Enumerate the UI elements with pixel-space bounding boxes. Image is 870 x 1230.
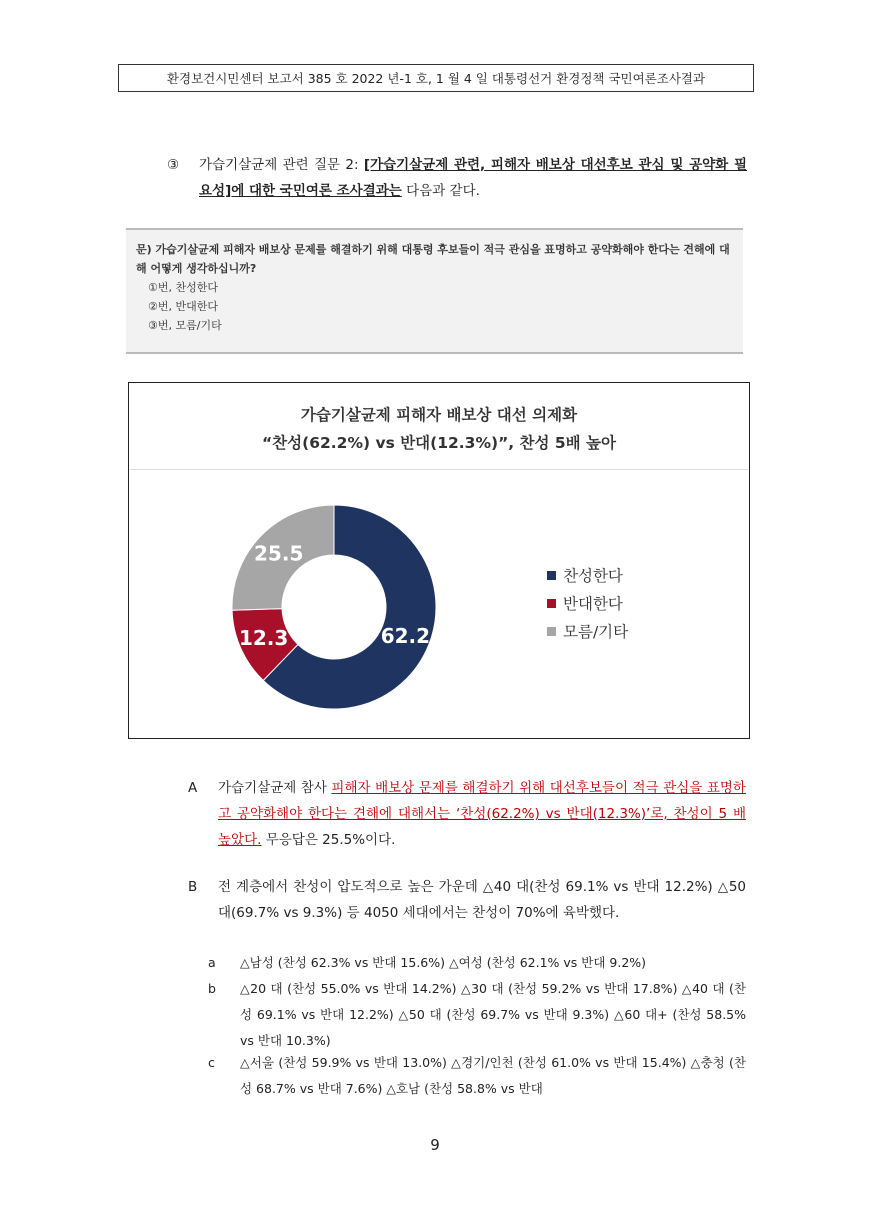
sub-item-age (208, 976, 746, 1054)
question-lead: 가습기살균제 관련 질문 2: (199, 157, 364, 173)
legend-swatch-unknown (547, 627, 556, 636)
page-number: 9 (430, 1136, 440, 1154)
paragraph-a-label: A (188, 780, 198, 796)
sub-item-age-text: △20 대 (찬성 55.0% vs 반대 14.2%) △30 대 (찬성 59.2% vs 반대 17.8%) △40 대 (찬성 69.1% vs 반대 12.2%) △50 대 (찬성 69.7% vs 반대 9.3%) △60 대+ (찬성 58.5% vs 반대 10.3%) (240, 981, 746, 1048)
paragraph-a-post: 무응답은 25.5%이다. (261, 832, 396, 848)
paragraph-a (188, 775, 746, 853)
donut-label-unknown: 25.5 (254, 541, 304, 566)
chart-divider (130, 469, 748, 470)
sub-item-region-label: c (208, 1055, 215, 1070)
paragraph-a-pre: 가습기살균제 참사 (218, 780, 332, 796)
chart-subtitle: “찬성(62.2%) vs 반대(12.3%)”, 찬성 5배 높아 (262, 434, 616, 452)
question-marker: ③ (167, 157, 180, 173)
donut-chart (214, 487, 454, 727)
paragraph-b-text: 전 계층에서 찬성이 압도적으로 높은 가운데 △40 대(찬성 69.1% vs 반대 12.2%) △50 대(69.7% vs 9.3%) 등 4050 세대에서는 찬성이 70%에 육박했다. (218, 879, 746, 921)
legend-item-agree (547, 564, 623, 586)
sub-item-gender-label: a (208, 955, 216, 970)
chart-title: 가습기살균제 피해자 배보상 대선 의제화 (300, 406, 578, 424)
sub-item-region (208, 1050, 746, 1102)
question-bold: [가습기살균제 관련, 피해자 배보상 대선후보 관심 및 공약화 필요성]에 대한 국민여론 조사결과는 (199, 157, 747, 199)
paragraph-a-highlight: 피해자 배보상 문제를 해결하기 위해 대선후보들이 적극 관심을 표명하고 공약화해야 한다는 견해에 대해서는 ‘찬성(62.2%) vs 반대(12.3%)’로, 찬성이 5 배 높았다. (218, 780, 746, 848)
donut-label-agree: 62.2 (380, 623, 431, 648)
survey-question-box (126, 228, 743, 354)
legend-label-disagree: 반대한다 (563, 595, 623, 613)
paragraph-b-label: B (188, 879, 198, 895)
legend-swatch-disagree (547, 599, 556, 608)
survey-question: 문) 가습기살균제 피해자 배보상 문제를 해결하기 위해 대통령 후보들이 적극 관심을 표명하고 공약화해야 한다는 견해에 대해 어떻게 생각하십니까? (136, 243, 730, 275)
report-header (118, 64, 754, 92)
legend-label-unknown: 모름/기타 (563, 623, 629, 641)
sub-item-age-label: b (208, 981, 216, 996)
donut-label-disagree: 12.3 (238, 626, 289, 651)
sub-item-gender (208, 950, 746, 976)
survey-option-2: ②번, 반대한다 (148, 300, 218, 313)
question-intro (167, 152, 747, 204)
chart-frame (128, 382, 750, 739)
legend-item-unknown (547, 620, 628, 642)
question-tail: 다음과 같다. (401, 183, 480, 199)
sub-item-region-text: △서울 (찬성 59.9% vs 반대 13.0%) △경기/인천 (찬성 61.0% vs 반대 15.4%) △충청 (찬성 68.7% vs 반대 7.6%) △호남 (찬성 58.8% vs 반대 (240, 1055, 746, 1096)
legend-item-disagree (547, 592, 623, 614)
paragraph-b (188, 874, 746, 926)
legend-label-agree: 찬성한다 (563, 567, 623, 585)
legend-swatch-agree (547, 571, 556, 580)
survey-option-1: ①번, 찬성한다 (148, 281, 218, 294)
report-header-text: 환경보건시민센터 보고서 385 호 2022 년-1 호, 1 월 4 일 대통령선거 환경정책 국민여론조사결과 (166, 71, 706, 86)
survey-option-3: ③번, 모름/기타 (148, 319, 222, 332)
sub-item-gender-text: △남성 (찬성 62.3% vs 반대 15.6%) △여성 (찬성 62.1% vs 반대 9.2%) (240, 955, 647, 970)
